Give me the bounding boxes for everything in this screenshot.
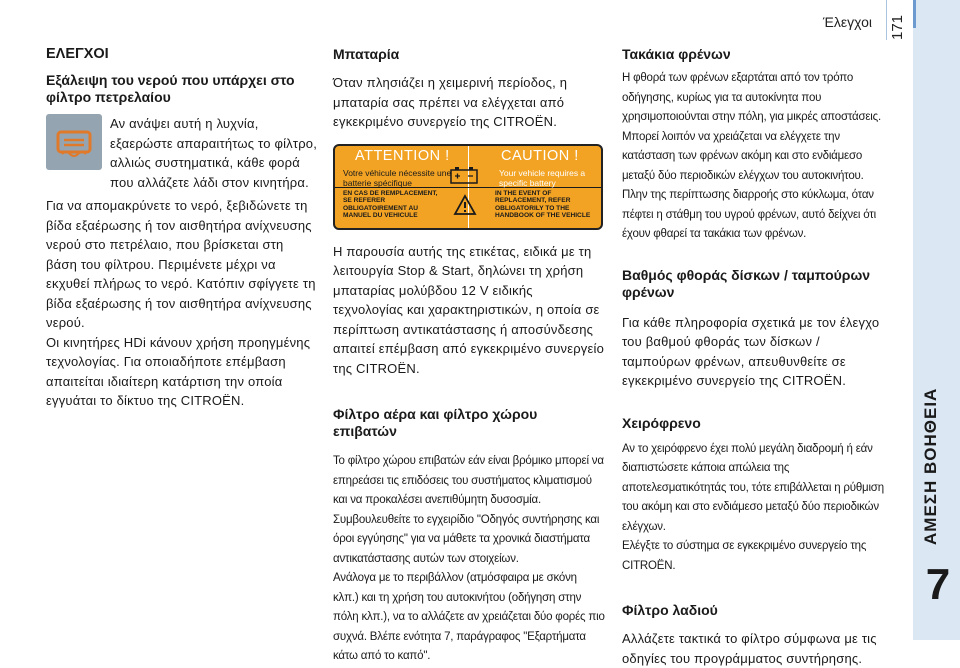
battery-heading: Μπαταρία [333, 46, 400, 62]
oil-filter-heading: Φίλτρο λαδιού [622, 602, 718, 618]
air-filter-heading: Φίλτρο αέρα και φίλτρο χώρου επιβατών [333, 406, 538, 439]
air-filter-text-2: Ανάλογα με το περιβάλλον (ατμόσφαιρα με σκόνη κλπ.) και τη χρήση του αυτοκινήτου (οδήγηση στην πόλη κλπ.), να το αλλάζετε αν χρειάζεται δύο φορές πιο συχνά. Βλέπε ενότητα 7, παράγραφος "Εξαρτήματα κάτω από το καπό". [333, 572, 605, 662]
label-right-bottom: IN THE EVENT OF REPLACEMENT, REFER OBLIGATORILY TO THE HANDBOOK OF THE VEHICLE [495, 189, 591, 220]
air-filter-text: Το φίλτρο χώρου επιβατών εάν είναι βρόμικο μπορεί να επηρεάσει τις επιδόσεις του συστήματος κλιματισμού και να προκαλέσει ανεπιθύμητη δυσοσμία. Συμβουλευθείτε το εγχειρίδιο "Οδηγός συντήρησης και όροι εγγύησης" για να μάθετε τα χρονικά διαστήματα αντικατάστασης αυτών των στοιχείων. [333, 455, 604, 565]
page-number: 171 [889, 14, 906, 40]
handbrake-text-2: Ελέγξτε το σύστημα σε εγκεκριμένο συνεργείο της CITROËN. [622, 540, 867, 572]
column-middle [333, 40, 605, 667]
label-left-sub: Votre véhicule nécessite une batterie spécifique [343, 167, 452, 188]
column-left [46, 40, 318, 411]
handbrake-text: Αν το χειρόφρενο έχει πολύ μεγάλη διαδρομή ή εάν διαπιστώσετε κάποια απώλεια της αποτελεσματικότητάς του, τότε επιβάλλεται η ρύθμιση του ακόμη και στο ενδιάμεσο μεταξύ δύο περιοδικών ελέγχων. [622, 442, 884, 533]
header-divider [886, 0, 887, 40]
label-right-sub: Your vehicle requires a specific battery [499, 167, 586, 188]
oil-filter-text: Αλλάζετε τακτικά το φίλτρο σύμφωνα με τις οδηγίες του προγράμματος συντήρησης. [622, 631, 877, 666]
warning-triangle-icon [453, 194, 477, 221]
brake-pads-heading: Τακάκια φρένων [622, 46, 731, 62]
warning-lamp-text: Αν ανάψει αυτή η λυχνία, εξαερώστε απαραιτήτως το φίλτρο, αλλιώς συστηματικά, κάθε φορά που αλλάζετε λάδι στον κινητήρα. [110, 116, 318, 190]
side-chapter-number: 7 [925, 560, 951, 609]
water-filter-heading: Εξάλειψη του νερού που υπάρχει στο φίλτρο πετρελαίου [46, 72, 295, 105]
header-title: Έλεγχοι [822, 14, 872, 30]
brake-discs-text: Για κάθε πληροφορία σχετικά με τον έλεγχο του βαθμού φθοράς των δίσκων / ταμπούρων φρένων, απευθυνθείτε σε εγκεκριμένο συνεργείο της CITROËN. [622, 314, 880, 388]
label-left-bottom: EN CAS DE REMPLACEMENT, SE REFERER OBLIGATOIREMENT AU MANUEL DU VEHICULE [343, 189, 438, 220]
brake-pads-text: Η φθορά των φρένων εξαρτάται από τον τρόπο οδήγησης, κυρίως για τα αυτοκίνητα που χρησιμοποιούνται στην πόλη, για μικρές αποστάσεις. Μπορεί λοιπόν να χρειάζεται να ελέγχετε την κατάσταση των φρένων ακόμη και στο ενδιάμεσο μεταξύ δύο περιοδικών ελέγχων του αυτοκινήτου. Πλην της περίπτωσης διαρροής στο κύκλωμα, όταν πέφτει η στάθμη του υγρού φρένων, αυτό δείχνει ότι έχουν φθαρεί τα τακάκια των φρένων. [622, 72, 881, 240]
water-in-fuel-icon [46, 114, 102, 170]
side-chapter-label: ΑΜΕΣΗ ΒΟΗΘΕΙΑ [921, 387, 940, 545]
column-right [622, 40, 884, 668]
brake-discs-heading: Βαθμός φθοράς δίσκων / ταμπούρων φρένων [622, 266, 871, 300]
label-attention: ATTENTION ! [355, 147, 450, 164]
handbrake-heading: Χειρόφρενο [622, 414, 701, 431]
label-caution: CAUTION ! [501, 147, 579, 164]
battery-text: Όταν πλησιάζει η χειμερινή περίοδος, η μπαταρία σας πρέπει να ελέγχεται από εγκεκριμένο συνεργείο της CITROËN. [333, 75, 568, 129]
battery-warning-label [333, 144, 603, 230]
side-accent [913, 0, 916, 28]
hdi-engine-text: Οι κινητήρες HDi κάνουν χρήση προηγμένης τεχνολογίας. Για οποιαδήποτε επέμβαση απαιτείται ιδιαίτερη κατάρτιση την οποία εγγυάται το δίκτυο της CITROËN. [46, 334, 311, 408]
section-title: ΕΛΕΓΧΟΙ [46, 46, 109, 62]
battery-label-text: Η παρουσία αυτής της ετικέτας, ειδικά με τη λειτουργία Stop & Start, δηλώνει τη χρήση μπαταρίας μολύβδου 12 V ειδικής τεχνολογίας και χαρακτηριστικών, η οποία σε περίπτωση αντικατάστασης ή αποσύνδεσης απαιτεί επέμβαση από εγκεκριμένο συνεργείο της CITROËN. [333, 243, 605, 376]
water-removal-text: Για να απομακρύνετε το νερό, ξεβιδώνετε τη βίδα εξαέρωσης ή τον αισθητήρα ανίχνευσης νερού στο πετρέλαιο, που βρίσκεται στη βάση του φίλτρου. Περιμένετε μέχρι να εκχυθεί πλήρως το νερό. Κατόπιν σφίγγετε τη βίδα εξαέρωσης ή τον αισθητήρα ανίχνευσης νερού. [46, 198, 316, 330]
battery-icon [449, 166, 479, 189]
warning-lamp-block [46, 114, 318, 192]
